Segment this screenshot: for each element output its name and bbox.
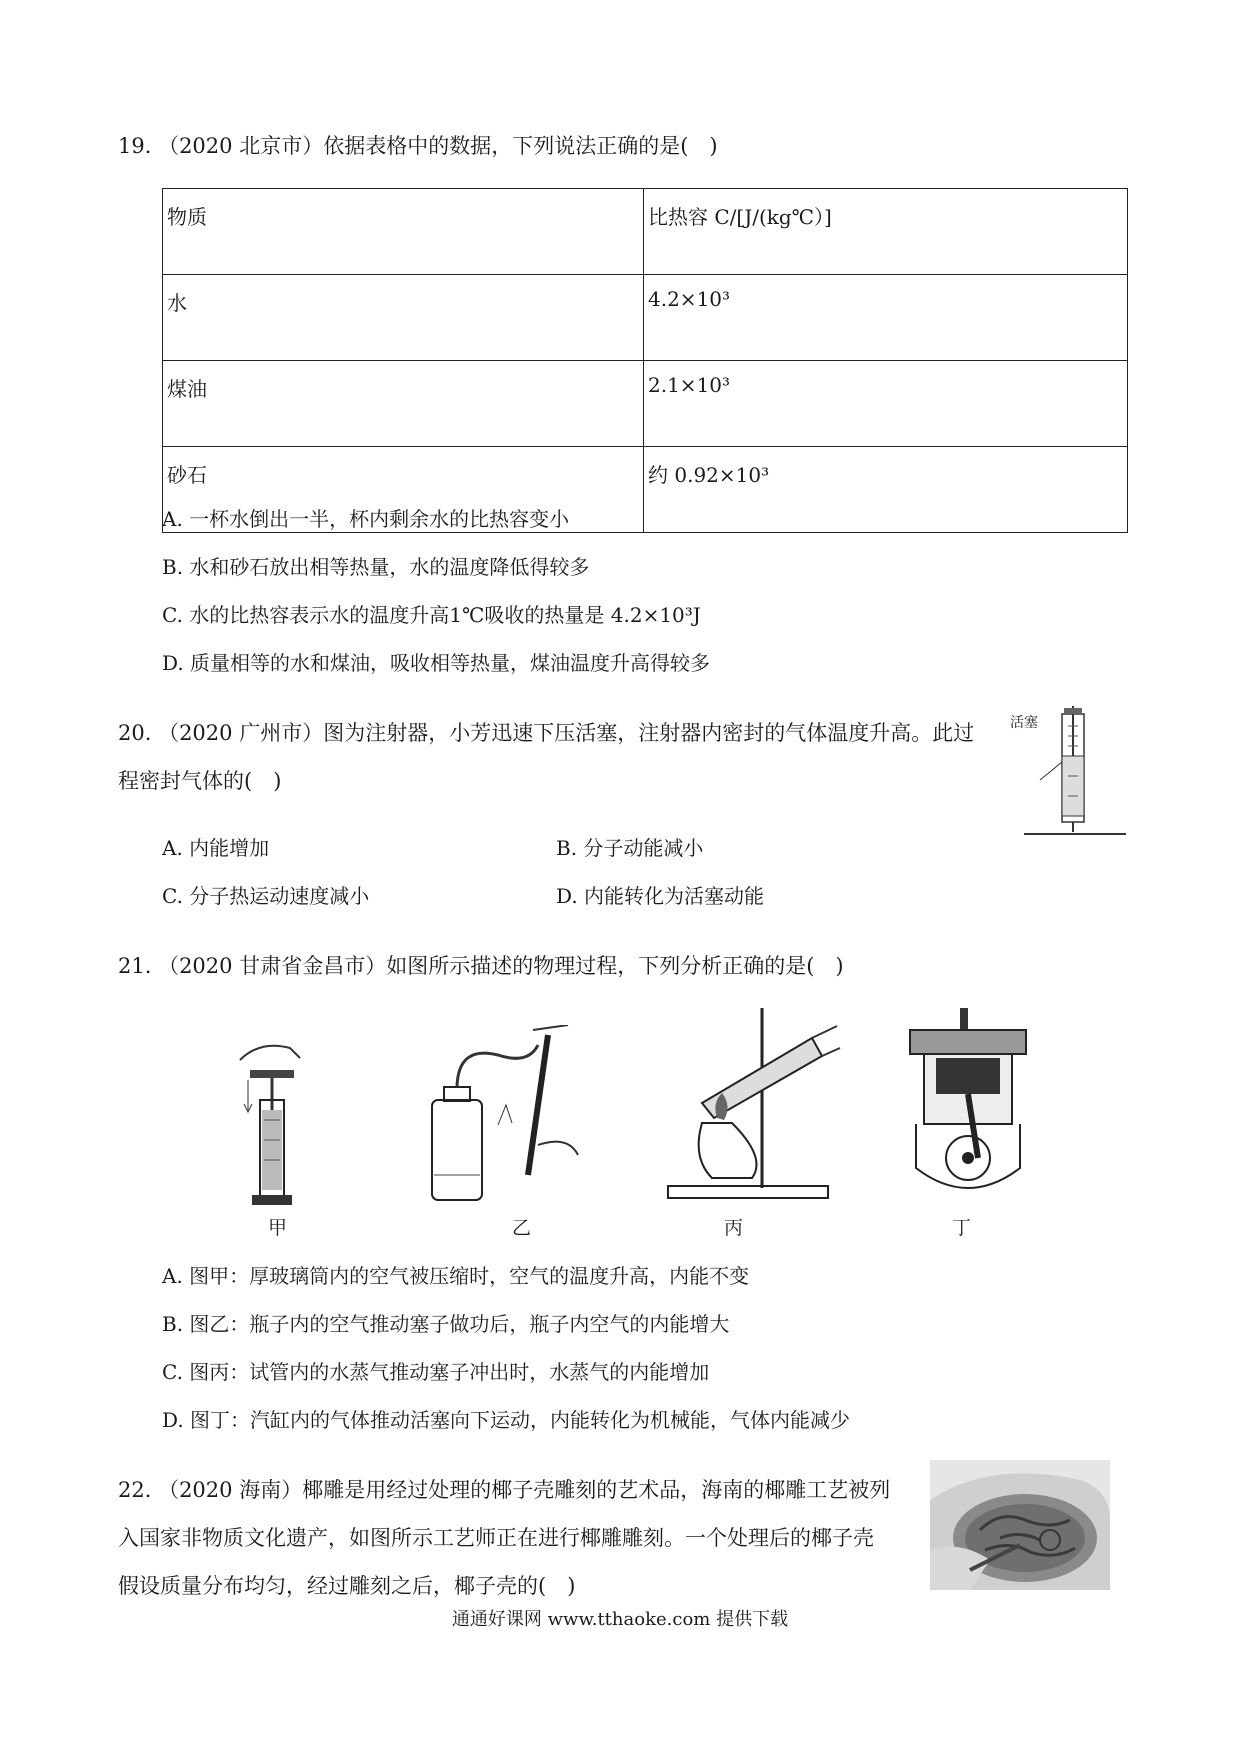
q22-line3: 假设质量分布均匀，经过雕刻之后，椰子壳的( ) [118,1574,576,1598]
q20-stem-line2: 程密封气体的( ) [118,769,282,793]
syringe-figure [1010,706,1130,840]
q21-option-c: C. 图丙：试管内的水蒸气推动塞子冲出时，水蒸气的内能增加 [162,1360,710,1384]
q19-option-c: C. 水的比热容表示水的温度升高1℃吸收的热量是 4.2×10³J [162,603,701,627]
q21-option-d: D. 图丁：汽缸内的气体推动活塞向下运动，内能转化为机械能，气体内能减少 [162,1408,851,1432]
table-row [163,275,1128,361]
figure-caption-ding: 丁 [952,1217,972,1239]
page-footer: 通通好课网 www.tthaoke.com 提供下载 [451,1609,789,1630]
q20-option-d: D. 内能转化为活塞动能 [556,884,765,908]
table-cell: 2.1×10³ [644,361,1128,447]
q20-stem-line1: 20. （2020 广州市）图为注射器，小芳迅速下压活塞，注射器内密封的气体温度升高。此过 [118,721,975,745]
figure-caption-yi: 乙 [512,1217,532,1239]
q21-option-b: B. 图乙：瓶子内的空气推动塞子做功后，瓶子内空气的内能增大 [162,1312,730,1336]
q20-option-a: A. 内能增加 [162,836,270,860]
figure-caption-bing: 丙 [724,1217,744,1239]
coconut-carving-photo [930,1460,1110,1590]
table-header-row [163,189,1128,275]
table-cell: 砂石 [163,447,644,533]
table-header-cell: 比热容 C/[J/(kg℃）] [644,189,1128,275]
q19-option-d: D. 质量相等的水和煤油，吸收相等热量，煤油温度升高得较多 [162,651,711,675]
figure-caption-jia: 甲 [268,1217,288,1239]
q20-option-b: B. 分子动能减小 [556,836,704,860]
q19-option-b: B. 水和砂石放出相等热量，水的温度降低得较多 [162,555,590,579]
figure-jia-compression-tube [230,1040,320,1210]
q21-stem: 21. （2020 甘肃省金昌市）如图所示描述的物理过程，下列分析正确的是( ) [118,954,844,978]
specific-heat-table [162,188,1128,533]
q19-option-a: A. 一杯水倒出一半，杯内剩余水的比热容变小 [162,507,570,531]
table-cell: 4.2×10³ [644,275,1128,361]
q20-option-c: C. 分子热运动速度减小 [162,884,370,908]
table-header-cell: 物质 [163,189,644,275]
table-cell: 水 [163,275,644,361]
q21-option-a: A. 图甲：厚玻璃筒内的空气被压缩时，空气的温度升高，内能不变 [162,1264,750,1288]
q19-stem: 19. （2020 北京市）依据表格中的数据，下列说法正确的是( ) [118,134,718,158]
table-cell: 约 0.92×10³ [644,447,1128,533]
q22-line2: 入国家非物质文化遗产，如图所示工艺师正在进行椰雕雕刻。一个处理后的椰子壳 [118,1526,874,1550]
figure-yi-bottle-pump [428,1025,598,1210]
piston-label: 活塞 [1010,715,1038,731]
table-cell: 煤油 [163,361,644,447]
q22-line1: 22. （2020 海南）椰雕是用经过处理的椰子壳雕刻的艺术品，海南的椰雕工艺被列 [118,1478,891,1502]
table-row [163,361,1128,447]
figure-ding-engine-cylinder [906,1008,1036,1208]
figure-bing-test-tube [662,1008,842,1208]
